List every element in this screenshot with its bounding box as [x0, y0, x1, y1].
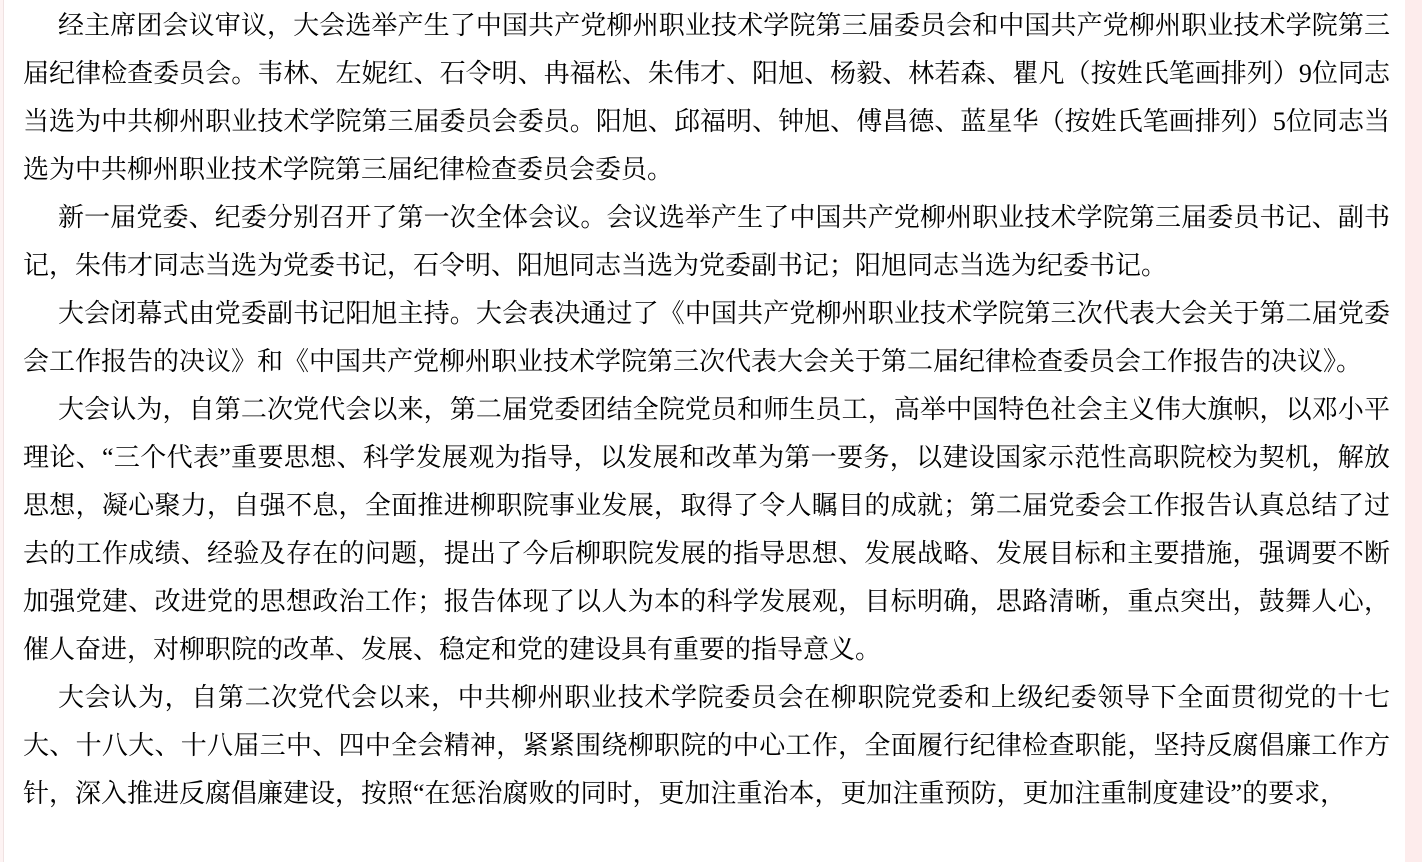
window-right-gutter — [1405, 0, 1422, 862]
paragraph-party-committee-review: 大会认为，自第二次党代会以来，第二届党委团结全院党员和师生员工，高举中国特色社会主义伟大旗帜，以邓小平理论、“三个代表”重要思想、科学发展观为指导，以发展和改革为第一要务，以建设国家示范性高职院校为契机，解放思想，凝心聚力，自强不息，全面推进柳职院事业发展，取得了令人瞩目的成就；第二届党委会工作报告认真总结了过去的工作成绩、经验及存在的问题，提出了今后柳职院发展的指导思想、发展战略、发展目标和主要措施，强调要不断加强党建、改进党的思想政治工作；报告体现了以人为本的科学发展观，目标明确，思路清晰，重点突出，鼓舞人心，催人奋进，对柳职院的改革、发展、稳定和党的建设具有重要的指导意义。 — [23, 395, 1390, 664]
paragraph-discipline-committee-review: 大会认为，自第二次党代会以来，中共柳州职业技术学院委员会在柳职院党委和上级纪委领导下全面贯彻党的十七大、十八大、十八届三中、四中全会精神，紧紧围绕柳职院的中心工作，全面履行纪律检查职能，坚持反腐倡廉工作方针，深入推进反腐倡廉建设，按照“在惩治腐败的同时，更加注重治本，更加注重预防，更加注重制度建设”的要求， — [23, 683, 1390, 808]
paragraph-first-plenary-session: 新一届党委、纪委分别召开了第一次全体会议。会议选举产生了中国共产党柳州职业技术学院第三届委员书记、副书记，朱伟才同志当选为党委书记，石令明、阳旭同志当选为党委副书记；阳旭同志当选为纪委书记。 — [23, 203, 1390, 280]
document-page — [23, 2, 1390, 818]
paragraph-election-results: 经主席团会议审议，大会选举产生了中国共产党柳州职业技术学院第三届委员会和中国共产党柳州职业技术学院第三届纪律检查委员会。韦林、左妮红、石令明、冉福松、朱伟才、阳旭、杨毅、林若森、瞿凡（按姓氏笔画排列）9位同志当选为中共柳州职业技术学院第三届委员会委员。阳旭、邱福明、钟旭、傅昌德、蓝星华（按姓氏笔画排列）5位同志当选为中共柳州职业技术学院第三届纪律检查委员会委员。 — [23, 11, 1390, 184]
page-left-edge — [0, 0, 4, 862]
paragraph-closing-ceremony: 大会闭幕式由党委副书记阳旭主持。大会表决通过了《中国共产党柳州职业技术学院第三次代表大会关于第二届党委会工作报告的决议》和《中国共产党柳州职业技术学院第三次代表大会关于第二届纪律检查委员会工作报告的决议》。 — [23, 299, 1390, 376]
